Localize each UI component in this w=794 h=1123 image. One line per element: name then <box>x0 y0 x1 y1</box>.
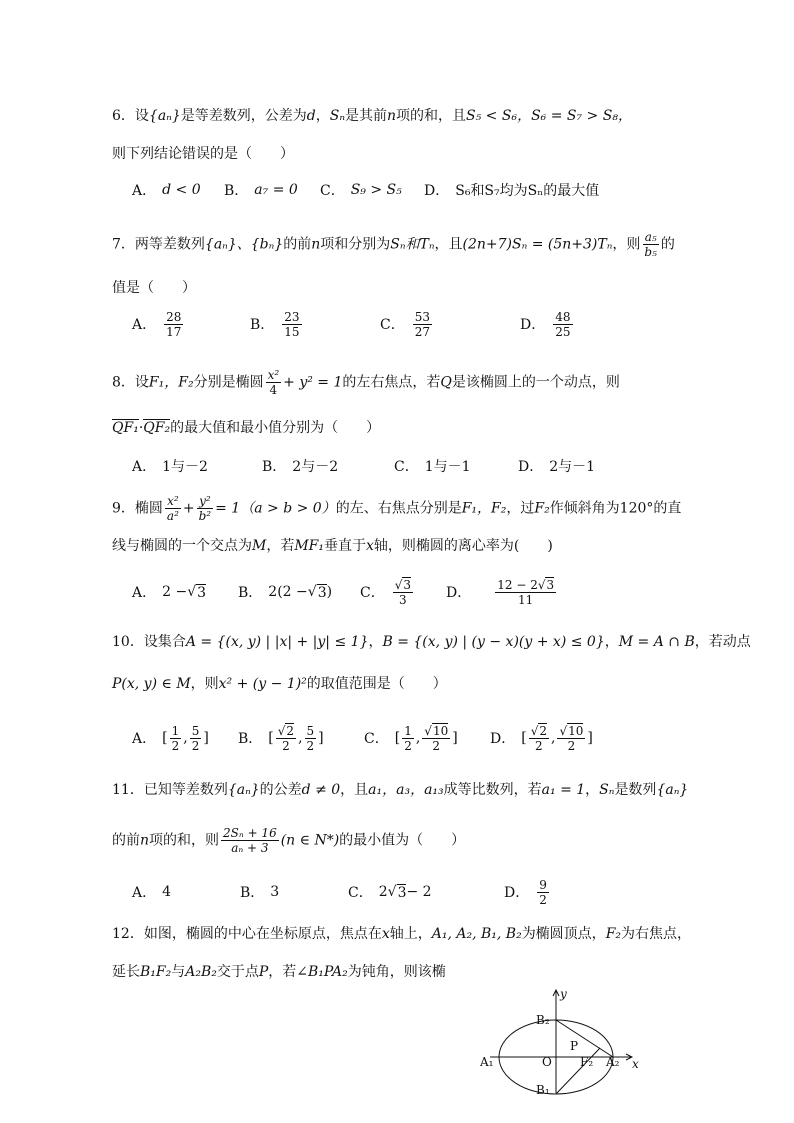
label-b2: B₂ <box>536 1013 550 1027</box>
q11-line2: 的前n项的和，则 $\frac{\text{2Sₙ + 16}}{\text{aₙ + 3}}$ (n ∈ N*)的最小值为（ ） <box>112 826 466 855</box>
q11-line1: 11．已知等差数列{aₙ}的公差d ≠ 0，且a₁，a₃，a₁₃成等比数列，若a₁ = 1，Sₙ是数列{aₙ} <box>112 782 689 798</box>
segment-b2-a2 <box>556 1020 613 1057</box>
q11-options <box>132 870 592 914</box>
q8-line1: 8．设F₁，F₂分别是椭圆 $\frac{\text{x²}}{4}$ + y² = 1的左右焦点，若Q是该椭圆上的一个动点，则 <box>112 368 620 397</box>
label-p: P <box>570 1039 579 1053</box>
q6-line1: 6．设{aₙ}是等差数列，公差为d，Sₙ是其前n项的和，且S₅ < S₆，S₆ = S₇ > S₈， <box>112 108 632 124</box>
q10-option-b[interactable]: B． [ $\frac{√2}{2}$ , $\frac{5}{2}$ ] <box>238 723 324 753</box>
q7-condition: (2n+7)Sₙ = (5n+3)Tₙ <box>462 236 613 253</box>
q11-option-b[interactable]: B． 3 <box>240 884 280 901</box>
q10-options <box>132 716 602 760</box>
label-a2: A₂ <box>606 1055 620 1069</box>
q8-ellipse-eq: $\frac{\text{x²}}{4}$ <box>267 368 280 397</box>
q8-vector-qf1: QF₁ <box>112 420 139 436</box>
q6-option-b[interactable]: B． a₇ = 0 <box>224 182 298 199</box>
q7-option-c[interactable]: C． $\frac{53}{27}$ <box>380 309 430 339</box>
q10-option-c[interactable]: C． [ $\frac{1}{2}$ , $\frac{√10}{2}$ ] <box>364 723 458 753</box>
q8-option-a[interactable]: A． 1与－2 <box>132 459 208 475</box>
q7-ratio: $\frac{\text{a₅}}{\text{b₅}}$ <box>644 230 657 259</box>
q8-option-c[interactable]: C． 1与－1 <box>394 459 471 475</box>
q6-options <box>132 168 692 212</box>
label-o: O <box>542 1055 552 1069</box>
q6-seq: {aₙ} <box>148 108 181 124</box>
q9-option-d[interactable]: D． $\frac{12 - 2√3}{11}$ <box>446 577 555 607</box>
label-f2: F₂ <box>580 1055 594 1069</box>
q6-condition: S₅ < S₆，S₆ = S₇ > S₈， <box>466 108 632 124</box>
q8-option-d[interactable]: D． 2与－1 <box>518 459 596 475</box>
q8-vector-qf2: QF₂ <box>143 420 171 436</box>
q9-option-b[interactable]: B． 2(2 − √ 3 ) <box>238 584 333 601</box>
q12-ellipse-figure <box>476 980 656 1100</box>
q7-options <box>132 302 592 346</box>
q10-set-b: B = {(x, y) | (y − x)(y + x) ≤ 0} <box>382 634 605 650</box>
q11-option-c[interactable]: C． 2 √ 3 − 2 <box>348 884 432 901</box>
q8-options <box>132 444 612 488</box>
q6-option-d[interactable]: D． S₆和S₇均为Sₙ的最大值 <box>424 183 600 199</box>
q8-option-b[interactable]: B． 2与－2 <box>262 459 339 475</box>
q6-option-c[interactable]: C． S₉ > S₅ <box>320 182 402 199</box>
label-a1: A₁ <box>480 1055 494 1069</box>
q12-line1: 12．如图，椭圆的中心在坐标原点，焦点在x轴上，A₁, A₂, B₁, B₂为椭圆顶点，F₂为右焦点， <box>112 926 692 942</box>
label-x: x <box>632 1057 639 1071</box>
q11-option-a[interactable]: A． 4 <box>132 884 172 901</box>
label-b1: B₁ <box>536 1083 550 1097</box>
label-y: y <box>560 987 567 1001</box>
q6-line2: 则下列结论错误的是（ ） <box>112 146 294 162</box>
q9-line1: 9．椭圆 $\frac{\text{x²}}{\text{a²}}$ + $\frac{\text{y²}}{\text{b²}}$ = 1（a > b > 0）的左、右焦点分别是F₁，F₂，过F₂作倾斜角为120°的直 <box>112 494 682 523</box>
q10-line1: 10．设集合A = {(x, y) | |x| + |y| ≤ 1}，B = {(x, y) | (y − x)(y + x) ≤ 0}，M = A ∩ B，若动点 <box>112 634 751 650</box>
q7-option-d[interactable]: D． $\frac{48}{25}$ <box>520 309 571 339</box>
q11-expression: $\frac{\text{2Sₙ + 16}}{\text{aₙ + 3}}$ <box>223 826 277 855</box>
q9-line2: 线与椭圆的一个交点为M，若MF₁垂直于x轴，则椭圆的离心率为( ) <box>112 538 553 554</box>
q6-option-a[interactable]: A． d < 0 <box>132 182 201 199</box>
q10-option-d[interactable]: D． [ $\frac{√2}{2}$ , $\frac{√10}{2}$ ] <box>490 723 593 753</box>
q7-line2: 值是（ ） <box>112 280 196 296</box>
q7-option-a[interactable]: A． $\frac{28}{17}$ <box>132 309 182 339</box>
q7-option-b[interactable]: B． $\frac{23}{15}$ <box>250 309 300 339</box>
q8-line2: QF₁·QF₂的最大值和最小值分别为（ ） <box>112 420 381 436</box>
q12-line2: 延长B₁F₂与A₂B₂交于点P，若∠B₁PA₂为钝角，则该椭 <box>112 964 446 980</box>
segment-b1-p <box>556 1048 600 1094</box>
q10-option-a[interactable]: A． [ $\frac{1}{2}$ , $\frac{5}{2}$ ] <box>132 723 209 753</box>
q9-option-a[interactable]: A． 2 − √ 3 <box>132 584 207 601</box>
q11-option-d[interactable]: D． $\frac{9}{2}$ <box>504 877 547 907</box>
q10-set-a: A = {(x, y) | |x| + |y| ≤ 1} <box>185 634 369 650</box>
q10-line2: P(x, y) ∈ M，则x² + (y − 1)²的取值范围是（ ） <box>112 676 447 692</box>
q7-line1: 7．两等差数列{aₙ}、{bₙ}的前n项和分别为Sₙ和Tₙ，且(2n+7)Sₙ = (5n+3)Tₙ，则 $\frac{\text{a₅}}{\text{b₅}}$ 的 <box>112 230 675 259</box>
q9-options <box>132 570 602 614</box>
q9-option-c[interactable]: C． $\frac{√3}{3}$ <box>360 577 412 607</box>
